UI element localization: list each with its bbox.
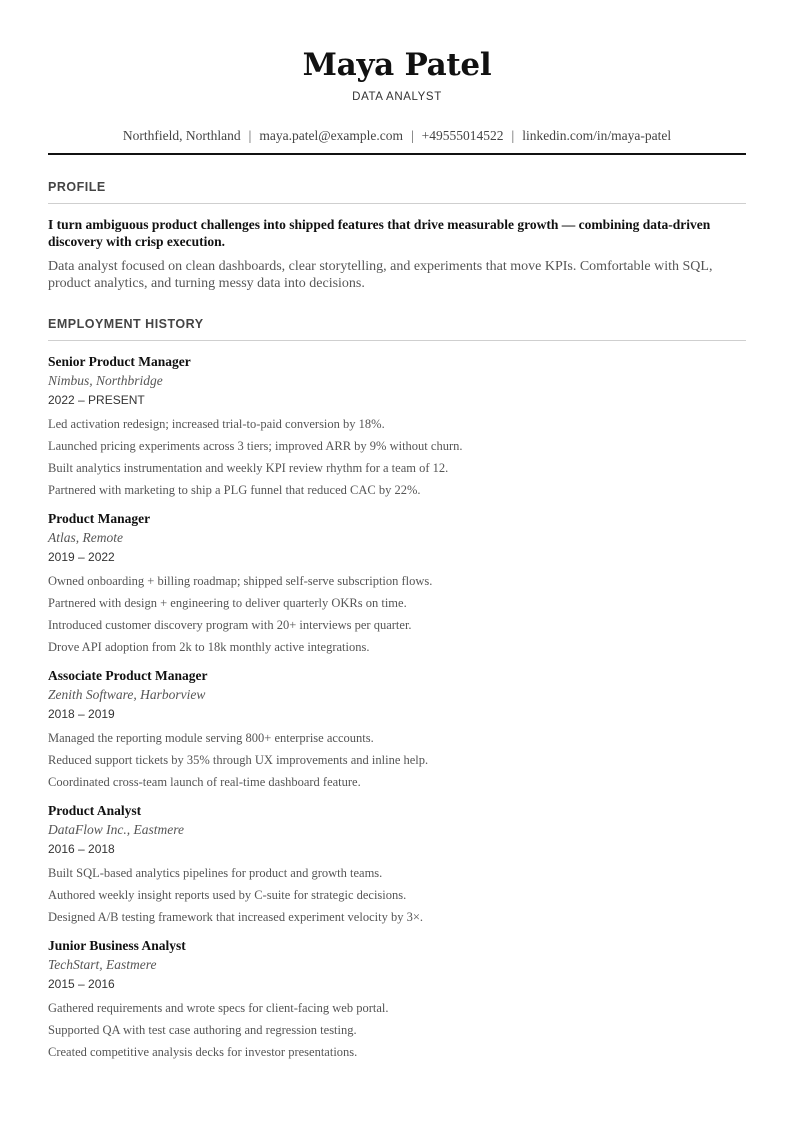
contact-separator: | — [248, 128, 252, 143]
job-company: TechStart, Eastmere — [48, 957, 157, 972]
achievement-item: Designed A/B testing framework that increased experiment velocity by 3×. — [48, 910, 423, 924]
candidate-role: DATA ANALYST — [352, 91, 442, 103]
job-achievements — [48, 574, 746, 662]
job-dates: 2016 – 2018 — [48, 842, 115, 856]
job-title: Product Analyst — [48, 803, 142, 818]
job-entry — [48, 354, 746, 505]
job-achievements — [48, 866, 746, 932]
contact-linkedin[interactable]: linkedin.com/in/maya-patel — [522, 128, 672, 143]
job-dates: 2022 – PRESENT — [48, 393, 145, 407]
achievement-item: Led activation redesign; increased trial-to-paid conversion by 18%. — [48, 417, 385, 431]
achievement-item: Drove API adoption from 2k to 18k monthly active integrations. — [48, 640, 370, 654]
job-list — [48, 354, 746, 1067]
job-dates: 2019 – 2022 — [48, 550, 115, 564]
achievement-item: Built SQL-based analytics pipelines for product and growth teams. — [48, 866, 383, 880]
achievement-item: Partnered with design + engineering to deliver quarterly OKRs on time. — [48, 596, 407, 610]
employment-heading: EMPLOYMENT HISTORY — [48, 317, 204, 331]
job-title: Product Manager — [48, 511, 151, 526]
job-entry — [48, 511, 746, 662]
achievement-item: Owned onboarding + billing roadmap; shipped self-serve subscription flows. — [48, 574, 433, 588]
contact-separator: | — [511, 128, 515, 143]
section-divider — [48, 203, 746, 204]
resume-page — [48, 0, 746, 1067]
job-title: Senior Product Manager — [48, 354, 191, 369]
achievement-item: Launched pricing experiments across 3 tiers; improved ARR by 9% without churn. — [48, 439, 463, 453]
candidate-name: Maya Patel — [302, 47, 492, 83]
section-divider — [48, 340, 746, 341]
achievement-item: Coordinated cross-team launch of real-time dashboard feature. — [48, 775, 361, 789]
achievement-item: Authored weekly insight reports used by C-suite for strategic decisions. — [48, 888, 407, 902]
job-title: Associate Product Manager — [48, 668, 208, 683]
achievement-item: Managed the reporting module serving 800+ enterprise accounts. — [48, 731, 374, 745]
profile-heading: PROFILE — [48, 180, 106, 194]
achievement-item: Introduced customer discovery program with 20+ interviews per quarter. — [48, 618, 412, 632]
job-title: Junior Business Analyst — [48, 938, 186, 953]
achievement-item: Supported QA with test case authoring and regression testing. — [48, 1023, 357, 1037]
job-achievements — [48, 731, 746, 797]
contact-separator: | — [410, 128, 414, 143]
achievement-item: Created competitive analysis decks for investor presentations. — [48, 1045, 358, 1059]
contact-phone[interactable]: +49555014522 — [421, 128, 504, 143]
contact-location: Northfield, Northland — [122, 128, 241, 143]
achievement-item: Partnered with marketing to ship a PLG funnel that reduced CAC by 22%. — [48, 483, 421, 497]
header-divider — [48, 153, 746, 155]
job-dates: 2015 – 2016 — [48, 977, 115, 991]
job-entry — [48, 803, 746, 932]
job-dates: 2018 – 2019 — [48, 707, 115, 721]
achievement-item: Gathered requirements and wrote specs for client-facing web portal. — [48, 1001, 389, 1015]
profile-body: Data analyst focused on clean dashboards, clear storytelling, and experiments that move KPIs. Comfortable with SQL, product analytics, and turning messy data into decisions. — [48, 259, 713, 291]
job-achievements — [48, 1001, 746, 1067]
contact-email[interactable]: maya.patel@example.com — [259, 128, 403, 143]
achievement-item: Built analytics instrumentation and weekly KPI review rhythm for a team of 12. — [48, 461, 449, 475]
profile-lead: I turn ambiguous product challenges into shipped features that drive measurable growth — combining data-driven discovery with crisp execution. — [48, 217, 711, 249]
contact-line — [48, 128, 746, 144]
job-achievements — [48, 417, 746, 505]
achievement-item: Reduced support tickets by 35% through UX improvements and inline help. — [48, 753, 429, 767]
job-company: DataFlow Inc., Eastmere — [48, 822, 184, 837]
job-company: Atlas, Remote — [48, 530, 123, 545]
job-entry — [48, 938, 746, 1067]
job-company: Nimbus, Northbridge — [48, 373, 163, 388]
job-company: Zenith Software, Harborview — [48, 687, 206, 702]
job-entry — [48, 668, 746, 797]
